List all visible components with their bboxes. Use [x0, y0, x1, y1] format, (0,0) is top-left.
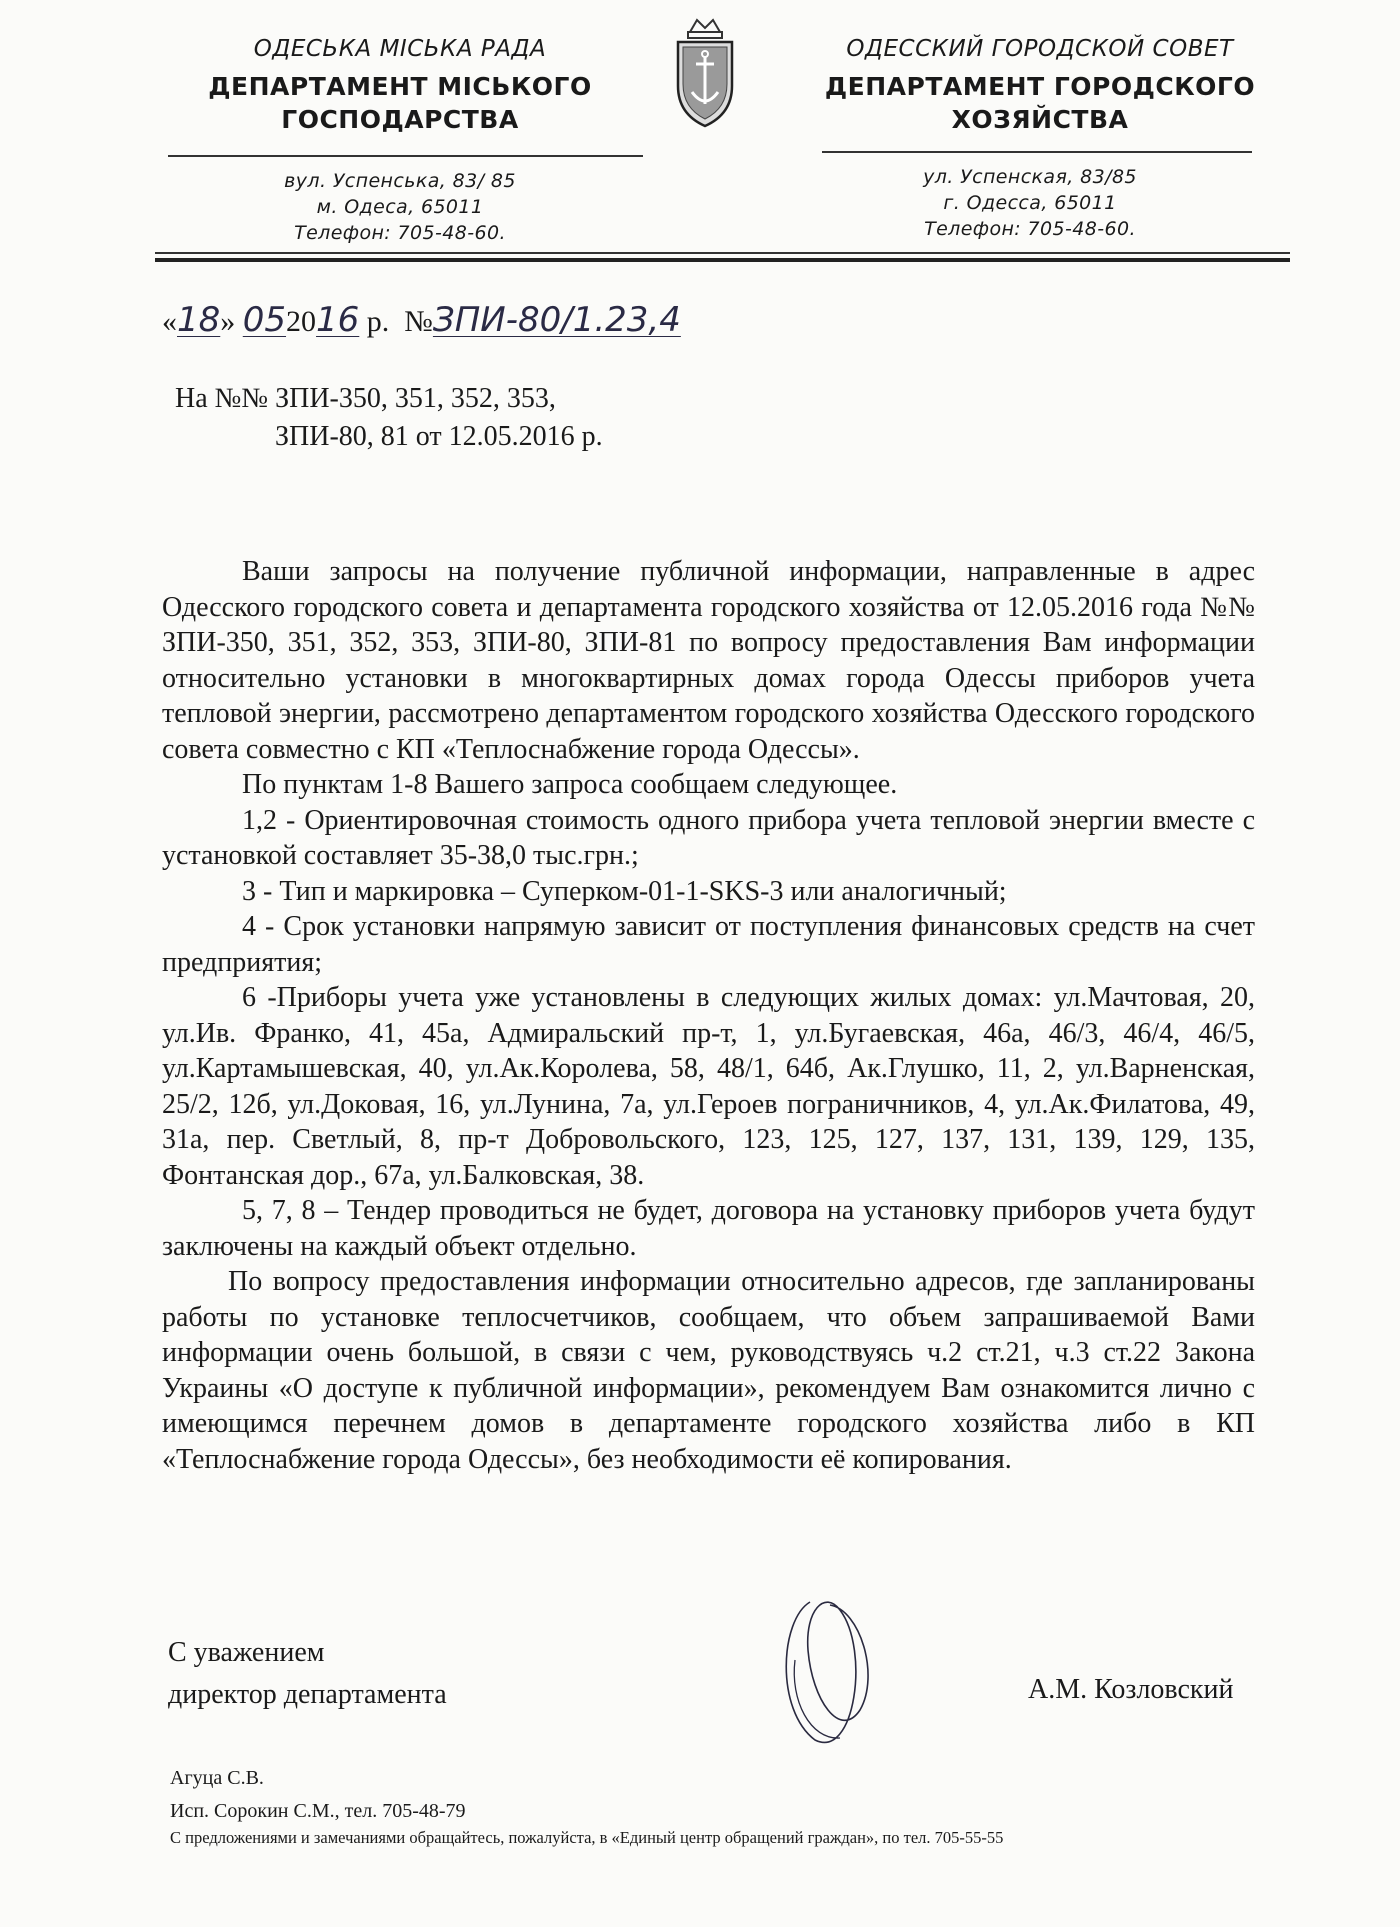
department-name-ua: ДЕПАРТАМЕНТ МІСЬКОГО ГОСПОДАРСТВА [208, 72, 592, 134]
executors: Агуца С.В. Исп. Сорокин С.М., тел. 705-48-79 [170, 1767, 466, 1822]
divider-right [822, 151, 1252, 153]
date-number-line: «18» 052016 р. №ЗПИ-80/1.23,4 [162, 300, 681, 340]
reference-block: На №№ ЗПИ-350, 351, 352, 353, ЗПИ-80, 81 от 12.05.2016 р. [175, 383, 603, 452]
letter-body [162, 554, 1255, 1477]
header-left [165, 36, 635, 136]
closing-block: С уважением директор департамента [168, 1637, 447, 1710]
paragraph: 1,2 - Ориентировочная стоимость одного прибора учета тепловой энергии вместе с установкой составляет 35-38,0 тыс.грн.; [162, 804, 1255, 871]
header-rule-thin [155, 252, 1290, 254]
address-ua: вул. Успенська, 83/ 85 м. Одеса, 65011 Телефон: 705-48-60. [284, 170, 516, 244]
council-name-ru: ОДЕССКИЙ ГОРОДСКОЙ СОВЕТ [846, 36, 1234, 62]
paragraph: 3 - Тип и маркировка – Суперком-01-1-SKS-3 или аналогичный; [242, 875, 1007, 907]
paragraph: 4 - Срок установки напрямую зависит от поступления финансовых средств на счет предприятия; [162, 911, 1255, 978]
divider-left [168, 155, 643, 157]
footer-note: С предложениями и замечаниями обращайтесь, пожалуйста, в «Единый центр обращений граждан», по тел. 705-55-55 [170, 1828, 1004, 1847]
paragraph: 6 -Приборы учета уже установлены в следующих жилых домах: ул.Мачтовая, 20, ул.Ив. Франко, 41, 45а, Адмиральский пр-т, 1, ул.Бугаевская, 46а, 46/3, 46/4, 46/5, ул.Картамышевская, 40, ул.Ак.Королева, 58, 48/1, 64б, Ак.Глушко, 11, 2, ул.Варненская, 25/2, 12б, ул.Доковая, 16, ул.Лунина, 7а, ул.Героев пограничников, 4, ул.Ак.Филатова, 49, 31а, пер. Светлый, 8, пр-т Добровольского, 123, 125, 127, 137, 131, 139, 129, 135, Фонтанская дор., 67а, ул.Балковская, 38. [162, 982, 1255, 1191]
outgoing-number: ЗПИ-80/1.23,4 [432, 300, 681, 340]
paragraph: Ваши запросы на получение публичной информации, направленные в адрес Одесского городского совета и департамента городского хозяйства от 12.05.2016 года №№ ЗПИ-350, 351, 352, 353, ЗПИ-80, ЗПИ-81 по вопросу предоставления Вам информации относительно установки в многоквартирных домах города Одессы приборов учета тепловой энергии, рассмотрено департаментом городского хозяйства Одесского городского совета совместно с КП «Теплоснабжение города Одессы». [162, 556, 1255, 765]
header-right [820, 36, 1260, 136]
odesa-coat-of-arms-icon [670, 16, 740, 131]
date-month: 05 [242, 300, 287, 340]
date-day: 18 [177, 300, 221, 340]
signature-icon [770, 1590, 890, 1750]
header-rule-thick [155, 258, 1290, 262]
council-name-ua: ОДЕСЬКА МІСЬКА РАДА [253, 36, 547, 62]
paragraph: 5, 7, 8 – Тендер проводиться не будет, договора на установку приборов учета будут заключены на каждый объект отдельно. [162, 1195, 1255, 1262]
paragraph: По пунктам 1-8 Вашего запроса сообщаем следующее. [242, 769, 898, 800]
date-year: 16 [316, 300, 360, 340]
paragraph: По вопросу предоставления информации относительно адресов, где запланированы работы по установке теплосчетчиков, сообщаем, что объем запрашиваемой Вами информации очень большой, в связи с чем, руководствуясь ч.2 ст.21, ч.3 ст.22 Закона Украины «О доступе к публичной информации», рекомендуем Вам ознакомится лично с имеющимся перечнем домов в департаменте городского хозяйства либо в КП «Теплоснабжение города Одессы», без необходимости её копирования. [162, 1266, 1255, 1475]
signer-name: А.М. Козловский [1028, 1674, 1234, 1705]
address-ru: ул. Успенская, 83/85 г. Одесса, 65011 Телефон: 705-48-60. [923, 166, 1137, 240]
department-name-ru: ДЕПАРТАМЕНТ ГОРОДСКОГО ХОЗЯЙСТВА [824, 72, 1256, 134]
